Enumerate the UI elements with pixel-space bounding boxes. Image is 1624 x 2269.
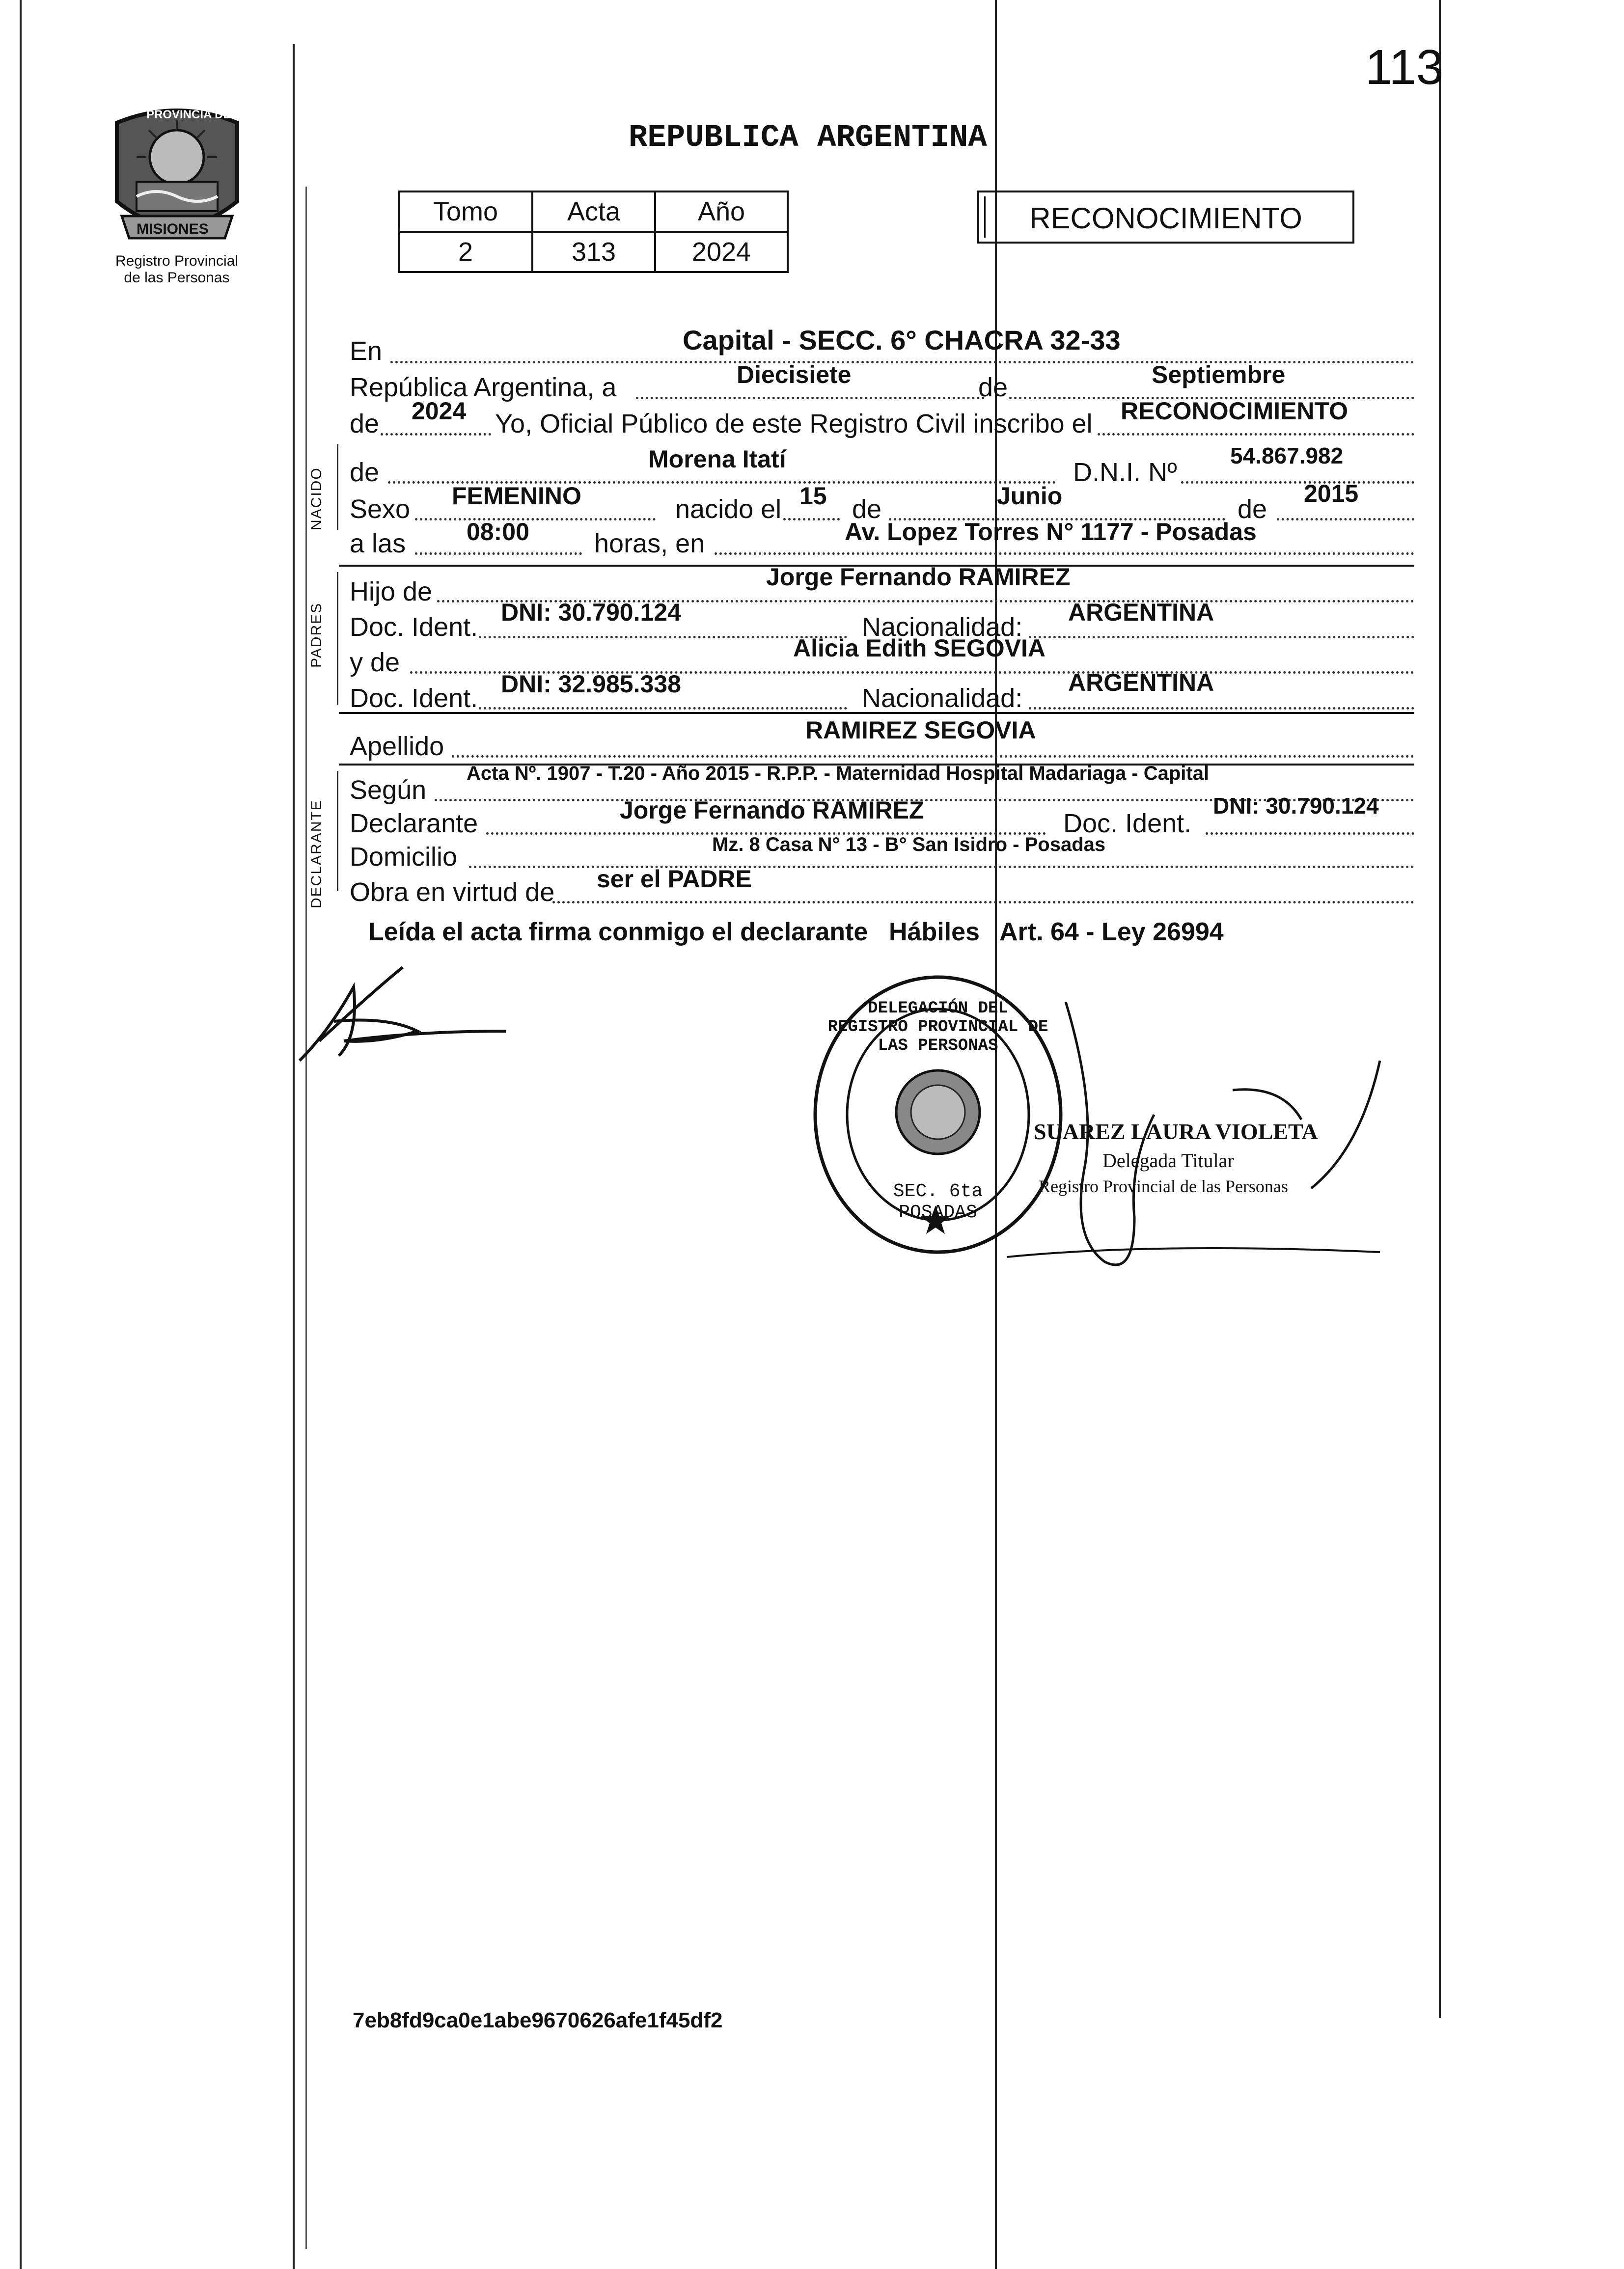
dia-value: Diecisiete — [737, 361, 852, 388]
form-left-line-inner — [305, 187, 307, 2249]
de-nac-anio-label: de — [1238, 494, 1267, 524]
coat-of-arms — [107, 103, 247, 250]
nac-anio-dotted-line — [1277, 518, 1414, 520]
header-tomo: Tomo — [399, 191, 532, 232]
padre-nac-value: ARGENTINA — [1068, 599, 1214, 626]
acta-table-header — [399, 191, 788, 232]
republica-label: República Argentina, a — [350, 373, 617, 402]
acta-table-values — [399, 232, 788, 272]
yde-label: y de — [350, 648, 400, 677]
de-anio-label: de — [350, 409, 380, 438]
obra-dotted-line — [552, 901, 1414, 903]
madre-doc-dotted-line — [479, 707, 847, 710]
officer-role: Delegada Titular — [1102, 1149, 1234, 1172]
domicilio-value: Mz. 8 Casa N° 13 - B° San Isidro - Posadas — [712, 834, 1106, 855]
leida-statement: Leída el acta firma conmigo el declarante — [368, 918, 868, 946]
declarante-bracket — [337, 771, 338, 891]
madre-doc-label: Doc. Ident. — [350, 683, 478, 713]
lugar-dotted-line — [715, 552, 1414, 555]
form-left-line — [293, 44, 295, 2269]
padre-nac-dotted-line — [1029, 636, 1414, 638]
header-acta: Acta — [532, 191, 655, 232]
inscribo-dotted-line — [1098, 433, 1414, 436]
value-anio: 2024 — [655, 232, 788, 272]
de-nombre-label: de — [350, 458, 380, 487]
madre-nac-label: Nacionalidad: — [862, 683, 1023, 713]
de-mes-label: de — [978, 373, 1008, 402]
value-tomo: 2 — [399, 232, 532, 272]
side-label-nacido: NACIDO — [308, 467, 325, 530]
decl-doc-dotted-line — [1206, 832, 1414, 835]
shield-banner-bottom: MISIONES — [137, 221, 209, 237]
registry-line-2: de las Personas — [124, 270, 230, 286]
stamp-ring-text: DELEGACIÓN DEL REGISTRO PROVINCIAL DE LAS PERSONAS — [827, 999, 1048, 1055]
declarante-label: Declarante — [350, 809, 478, 838]
officer-name: SUAREZ LAURA VIOLETA — [1034, 1119, 1318, 1144]
document-hash: 7eb8fd9ca0e1abe9670626afe1f45df2 — [353, 2008, 723, 2032]
declarante-value: Jorge Fernando RAMIREZ — [620, 796, 924, 824]
officer-org: Registro Provincial de las Personas — [1039, 1176, 1288, 1196]
hora-value: 08:00 — [467, 518, 529, 546]
de-nac-mes-label: de — [852, 494, 882, 524]
nombre-value: Morena Itatí — [648, 445, 786, 473]
anio-value: 2024 — [412, 397, 467, 425]
padre-value: Jorge Fernando RAMIREZ — [766, 563, 1071, 591]
decl-doc-value: DNI: 30.790.124 — [1213, 793, 1379, 819]
value-acta: 313 — [532, 232, 655, 272]
act-type: RECONOCIMIENTO — [1029, 202, 1302, 235]
sexo-value: FEMENINO — [452, 482, 581, 510]
padre-doc-dotted-line — [479, 636, 847, 638]
acta-table — [398, 191, 789, 273]
dni-value: 54.867.982 — [1230, 443, 1344, 468]
en-label: En — [350, 336, 383, 366]
nacido-label: nacido el — [675, 494, 782, 524]
hora-dotted-line — [415, 552, 582, 555]
segun-value: Acta Nº. 1907 - T.20 - Año 2015 - R.P.P. - Maternidad Hospital Madariaga - Capital — [467, 763, 1210, 784]
side-label-declarante: DECLARANTE — [308, 799, 325, 908]
inscribo-value: RECONOCIMIENTO — [1121, 397, 1348, 425]
madre-nac-value: ARGENTINA — [1068, 669, 1214, 696]
alas-label: a las — [350, 529, 406, 558]
shield-banner-top: PROVINCIA DE — [146, 108, 231, 121]
segun-label: Según — [350, 775, 427, 805]
obra-value: ser el PADRE — [597, 865, 752, 893]
registry-caption — [79, 253, 275, 286]
nac-dia-value: 15 — [799, 482, 827, 510]
nac-mes-value: Junio — [997, 482, 1063, 510]
horas-label: horas, en — [594, 529, 705, 558]
declarant-signature-icon — [290, 957, 521, 1070]
dni-label: D.N.I. Nº — [1073, 458, 1177, 487]
header-anio: Año — [655, 191, 788, 232]
padres-bracket — [337, 572, 338, 705]
madre-value: Alicia Edith SEGOVIA — [793, 634, 1046, 662]
inscribo-label: Yo, Oficial Público de este Registro Civil inscribo el — [495, 409, 1093, 438]
nac-dia-dotted-line — [783, 518, 840, 520]
registry-line-1: Registro Provincial — [115, 253, 239, 269]
decl-doc-label: Doc. Ident. — [1063, 809, 1192, 838]
en-value: Capital - SECC. 6° CHACRA 32-33 — [683, 325, 1121, 355]
act-type-box — [977, 191, 1354, 244]
sexo-dotted-line — [415, 518, 656, 520]
lugar-value: Av. Lopez Torres N° 1177 - Posadas — [845, 518, 1257, 546]
section-divider-2 — [339, 712, 1414, 714]
dni-dotted-line — [1181, 481, 1414, 484]
padre-doc-label: Doc. Ident. — [350, 612, 478, 642]
page-number: 113 — [1365, 40, 1444, 95]
nac-anio-value: 2015 — [1304, 480, 1359, 507]
hijo-label: Hijo de — [350, 577, 433, 606]
side-label-padres: PADRES — [308, 602, 325, 668]
madre-doc-value: DNI: 32.985.338 — [501, 670, 681, 698]
nacido-bracket — [337, 444, 338, 530]
mes-value: Septiembre — [1152, 361, 1286, 388]
madre-nac-dotted-line — [1029, 707, 1414, 710]
padre-doc-value: DNI: 30.790.124 — [501, 599, 681, 626]
apellido-value: RAMIREZ SEGOVIA — [805, 716, 1036, 744]
anio-dotted-line — [381, 433, 491, 436]
habiles-label: Hábiles — [889, 918, 980, 946]
dia-dotted-line — [636, 397, 985, 399]
sexo-label: Sexo — [350, 494, 411, 524]
domicilio-label: Domicilio — [350, 842, 458, 872]
padre-nac-label: Nacionalidad: — [862, 612, 1023, 642]
apellido-label: Apellido — [350, 732, 444, 761]
document-title: REPUBLICA ARGENTINA — [629, 120, 987, 156]
apellido-dotted-line — [452, 755, 1414, 758]
stamp-inner-text: SEC. 6ta POSADAS — [893, 1181, 983, 1223]
left-margin-line — [20, 0, 22, 2269]
obra-label: Obra en virtud de — [350, 877, 555, 907]
right-margin-line — [1439, 0, 1441, 2018]
ley-reference: Art. 64 - Ley 26994 — [999, 918, 1224, 946]
